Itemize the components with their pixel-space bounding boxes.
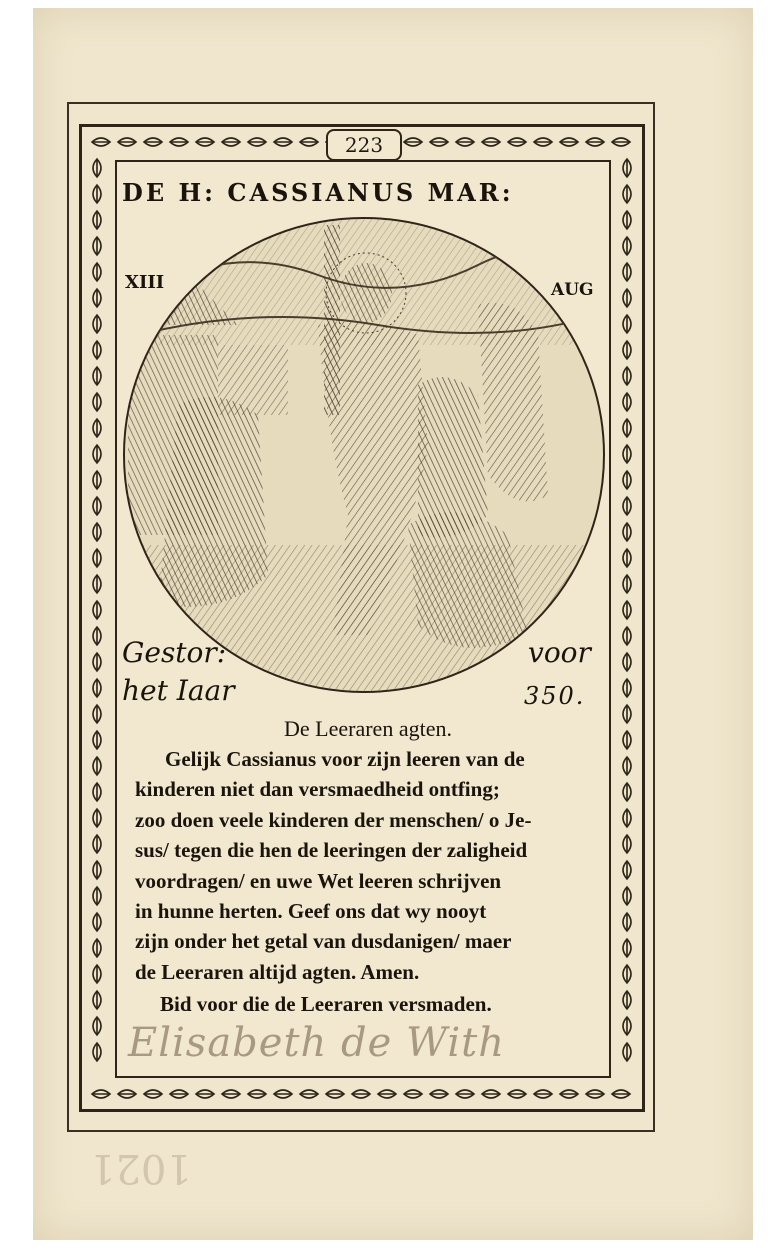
martyrdom-engraving: [118, 215, 610, 695]
page-title: DE H: CASSIANUS MAR:: [122, 178, 514, 207]
prayer-line: zoo doen veele kinderen der menschen/ o Je-: [135, 807, 532, 832]
prayer-line: voordragen/ en uwe Wet leeren schrijven: [135, 868, 502, 893]
prayer-line: sus/ tegen die hen de leeringen der zaligheid: [135, 838, 528, 863]
page-number: 223: [326, 129, 402, 161]
pencil-note: 1021: [90, 1145, 192, 1191]
prayer-text: [135, 744, 597, 987]
feast-month: AUG: [551, 280, 594, 300]
prayer-line: zijn onder het getal van dusdanigen/ maer: [135, 929, 512, 954]
handwritten-signature: Elisabeth de With: [128, 1020, 506, 1066]
prayer-line: Gelijk Cassianus voor zijn leeren van de: [165, 747, 525, 771]
caption-year: 350.: [524, 682, 586, 710]
prayer-line: kinderen niet dan versmaedheid ontfing;: [135, 777, 500, 802]
prayer-line: de Leeraren altijd agten. Amen.: [135, 959, 420, 984]
closing-line: Bid voor die de Leeraren versmaden.: [160, 992, 492, 1016]
caption-het-jaar: het Iaar: [122, 674, 235, 707]
feast-day: XIII: [125, 272, 165, 293]
caption-voor: voor: [528, 636, 591, 669]
caption-gestor: Gestor:: [122, 636, 227, 669]
subtitle: De Leeraren agten.: [284, 716, 452, 741]
prayer-line: in hunne herten. Geef ons dat wy nooyt: [135, 899, 487, 924]
